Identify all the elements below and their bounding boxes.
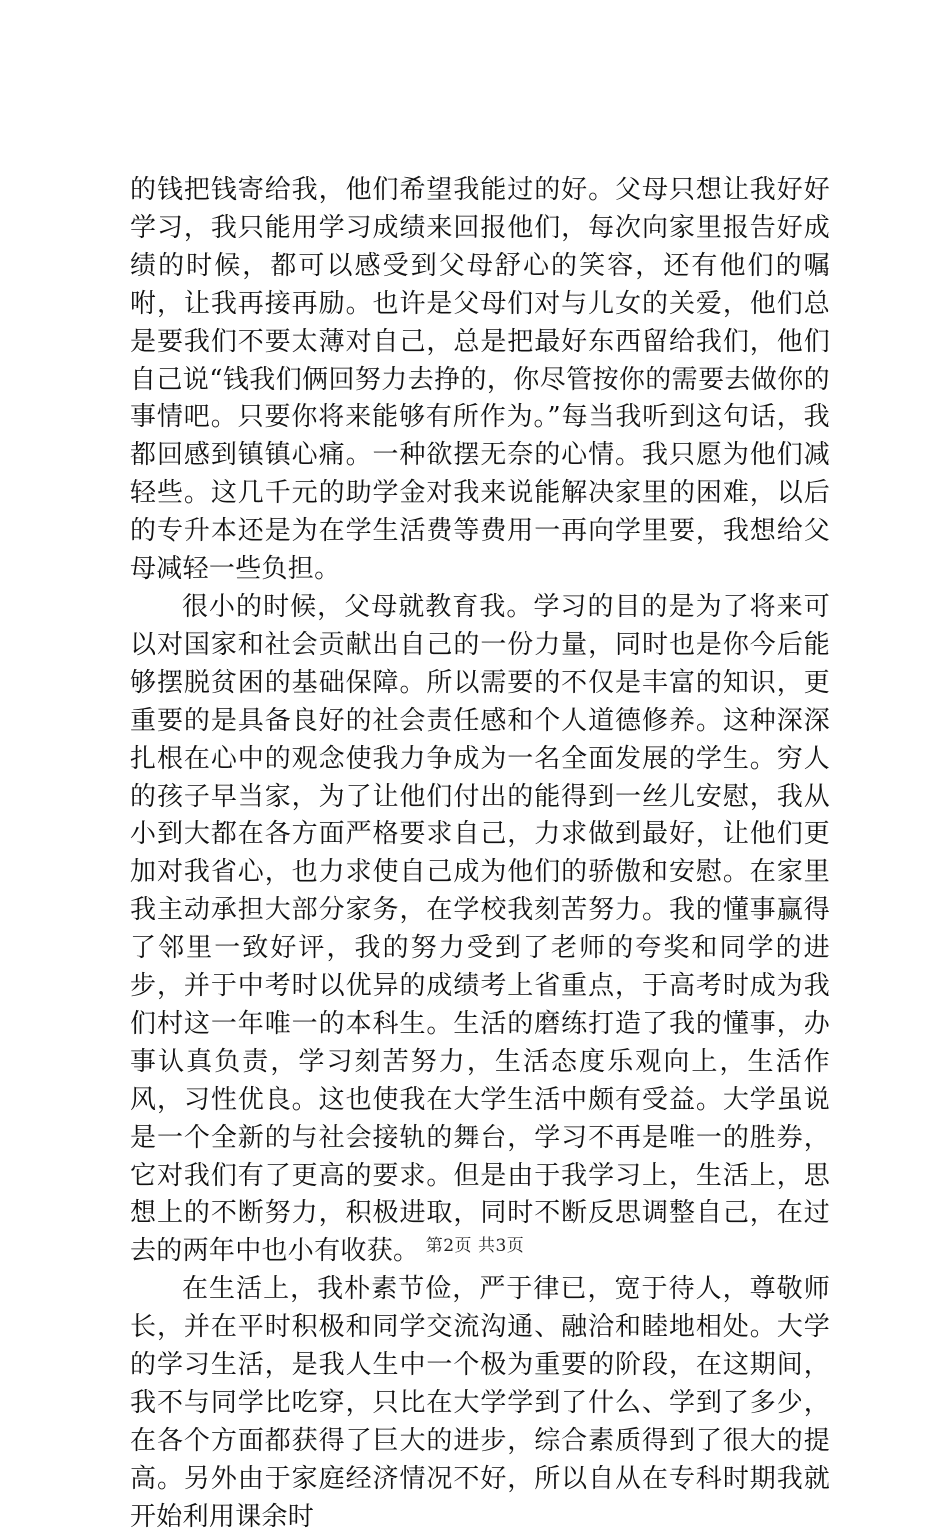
paragraph-1: 的钱把钱寄给我，他们希望我能过的好。父母只想让我好好学习，我只能用学习成绩来回报他们，每次向家里报告好成绩的时候，都可以感受到父母舒心的笑容，还有他们的嘱咐，让我再接再励。也许是父母们对与儿女的关爱，他们总是要我们不要太薄对自己，总是把最好东西留给我们，他们自己说“钱我们俩回努力去挣的，你尽管按你的需要去做你的事情吧。只要你将来能够有所作为。”每当我听到这句话，我都回感到镇镇心痛。一种欲摆无奈的心情。我只愿为他们减轻些。这几千元的助学金对我来说能解决家里的困难，以后的专升本还是为在学生活费等费用一再向学里要，我想给父母减轻一些负担。 xyxy=(130,175,830,585)
paragraph-2: 很小的时候，父母就教育我。学习的目的是为了将来可以对国家和社会贡献出自己的一份力量，同时也是你今后能够摆脱贫困的基础保障。所以需要的不仅是丰富的知识，更重要的是具备良好的社会责任感和个人道德修养。这种深深扎根在心中的观念使我力争成为一名全面发展的学生。穷人的孩子早当家，为了让他们付出的能得到一丝儿安慰，我从小到大都在各方面严格要求自己，力求做到最好，让他们更加对我省心，也力求使自己成为他们的骄傲和安慰。在家里我主动承担大部分家务，在学校我刻苦努力。我的懂事赢得了邻里一致好评，我的努力受到了老师的夸奖和同学的进步，并于中考时以优异的成绩考上省重点，于高考时成为我们村这一年唯一的本科生。生活的磨练打造了我的懂事，办事认真负责，学习刻苦努力，生活态度乐观向上，生活作风，习性优良。这也使我在大学生活中颇有受益。大学虽说是一个全新的与社会接轨的舞台，学习不再是唯一的胜券，它对我们有了更高的要求。但是由于我学习上，生活上，思想上的不断努力，积极进取，同时不断反思调整自己，在过去的两年中也小有收获。 xyxy=(130,591,830,1267)
page-number-footer: 第2页 共3页 xyxy=(425,1236,525,1256)
document-body xyxy=(130,172,830,1537)
paragraph-3: 在生活上，我朴素节俭，严于律已，宽于待人，尊敬师长，并在平时积极和同学交流沟通、融洽和睦地相处。大学的学习生活，是我人生中一个极为重要的阶段，在这期间，我不与同学比吃穿，只比在大学学到了什么、学到了多少，在各个方面都获得了巨大的进步，综合素质得到了很大的提高。另外由于家庭经济情况不好，所以自从在专科时期我就开始利用课余时 xyxy=(130,1274,830,1532)
